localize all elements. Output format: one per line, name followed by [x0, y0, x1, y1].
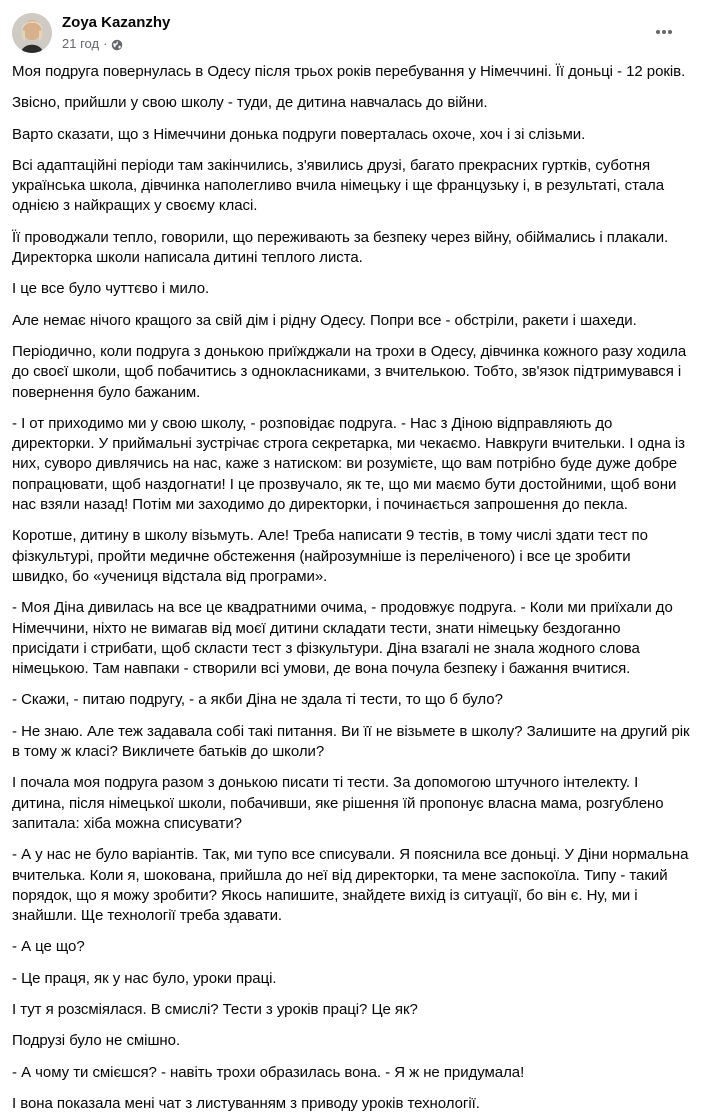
- post-paragraph: - Скажи, - питаю подругу, - а якби Діна не здала ті тести, то що б було?: [12, 691, 503, 709]
- avatar-image: [12, 13, 52, 53]
- author-name[interactable]: Zoya Kazanzhy: [62, 14, 171, 31]
- post-body: [12, 62, 690, 1114]
- post-paragraph: І почала моя подруга разом з донькою писати ті тести. За допомогою штучного інтелекту. І дитина, після німецької школи, побачивши, яке рішення їй пропонує власна мама, розгублено запитала: хіба можна списувати?: [12, 774, 664, 832]
- post-paragraph: - А чому ти смієшся? - навіть трохи образилась вона. - Я ж не придумала!: [12, 1063, 525, 1081]
- post-timestamp[interactable]: 21 год: [62, 36, 100, 51]
- post-paragraph: І це все було чуттєво і мило.: [12, 280, 210, 298]
- post-paragraph: Моя подруга повернулась в Одесу після трьох років перебування у Німеччині. Її доньці - 12 років.: [12, 63, 686, 80]
- avatar[interactable]: [12, 13, 52, 53]
- post-meta: [62, 35, 123, 52]
- globe-icon: [111, 38, 123, 50]
- more-options-button[interactable]: [646, 14, 682, 50]
- post-header: [12, 0, 690, 62]
- post-paragraph: Її проводжали тепло, говорили, що переживають за безпеку через війну, обіймались і плакали. Директорка школи написала дитині теплого листа.: [12, 228, 669, 267]
- post-paragraph: - Моя Діна дивилась на все це квадратними очима, - продовжує подруга. - Коли ми приїхали до Німеччини, ніхто не вимагав від моєї дитини складати тести, знати німецьку бездоганно присідати і стрибати, щоб скласти тест з фізкультури. Діна взагалі не знала жодного слова німецькою. Там навпаки - створили всі умови, де вона почула безпеку і бажання вчитися.: [12, 599, 673, 678]
- post-paragraph: Варто сказати, що з Німеччини донька подруги поверталась охоче, хоч і зі слізьми.: [12, 125, 586, 143]
- post-paragraph: - Це праця, як у нас було, уроки праці.: [12, 969, 277, 987]
- post-paragraph: І тут я розсміялася. В смислі? Тести з уроків праці? Це як?: [12, 1000, 418, 1018]
- post-paragraph: - І от приходимо ми у свою школу, - розповідає подруга. - Нас з Діною відправляють до директорки. У приймальні зустрічає строга секретарка, ми чекаємо. Навкруги вчительки. І одна із них, суворо дивлячись на нас, каже з натиском: ви розумієте, що вам потрібно буде дуже добре попрацювати, щоб наздогнати! І це прозвучало, як те, що ми маємо бути достойними, щоб вони нас взяли назад! Потім ми заходимо до директорки, і починається запрошення до пекла.: [12, 414, 685, 514]
- post-paragraph: Але немає нічого кращого за свій дім і рідну Одесу. Попри все - обстріли, ракети і шахеди.: [12, 311, 637, 329]
- post-paragraph: - Не знаю. Але теж задавала собі такі питання. Ви її не візьмете в школу? Залишите на другий рік в тому ж класі? Викличете батьків до школи?: [12, 722, 690, 761]
- post-paragraph: Періодично, коли подруга з донькою приїжджали на трохи в Одесу, дівчинка кожного разу ходила до своєї школи, щоб побачитись з однокласниками, з вчителькою. Тобто, зв'язок підтримувався і повернення було бажаним.: [12, 342, 687, 401]
- post-paragraph: І вона показала мені чат з листуванням з приводу уроків технології.: [12, 1094, 480, 1112]
- post-paragraph: Подрузі було не смішно.: [12, 1032, 181, 1050]
- post-paragraph: Всі адаптаційні періоди там закінчились, з'явились друзі, багато прекрасних гуртків, суботня українська школа, дівчинка наполегливо вчила німецьку і ще французьку і, в результаті, стала однією з найкращих у своєму класі.: [12, 156, 665, 215]
- post-paragraph: - А це що?: [12, 938, 85, 956]
- post-paragraph: - А у нас не було варіантів. Так, ми тупо все списували. Я пояснила все доньці. У Діни нормальна вчителька. Коли я, шокована, прийшла до неї від директорки, та мене заспокоїла. Типу - такий порядок, що я можу зробити? Якось напишите, знайдете вихід із ситуації, бо він є. Ну, ми і знайшли. Ще технології треба здавати.: [12, 846, 689, 925]
- meta-separator: ·: [103, 36, 108, 51]
- post-paragraph: Коротше, дитину в школу візьмуть. Але! Треба написати 9 тестів, в тому числі здати тест по фізкультурі, пройти медичне обстеження (найрозумніше із переліченого) і все це зробити швидко, бо «учениця відстала від програми».: [12, 527, 648, 585]
- post-paragraph: Звісно, прийшли у свою школу - туди, де дитина навчалась до війни.: [12, 94, 488, 112]
- more-horizontal-icon: [654, 22, 674, 42]
